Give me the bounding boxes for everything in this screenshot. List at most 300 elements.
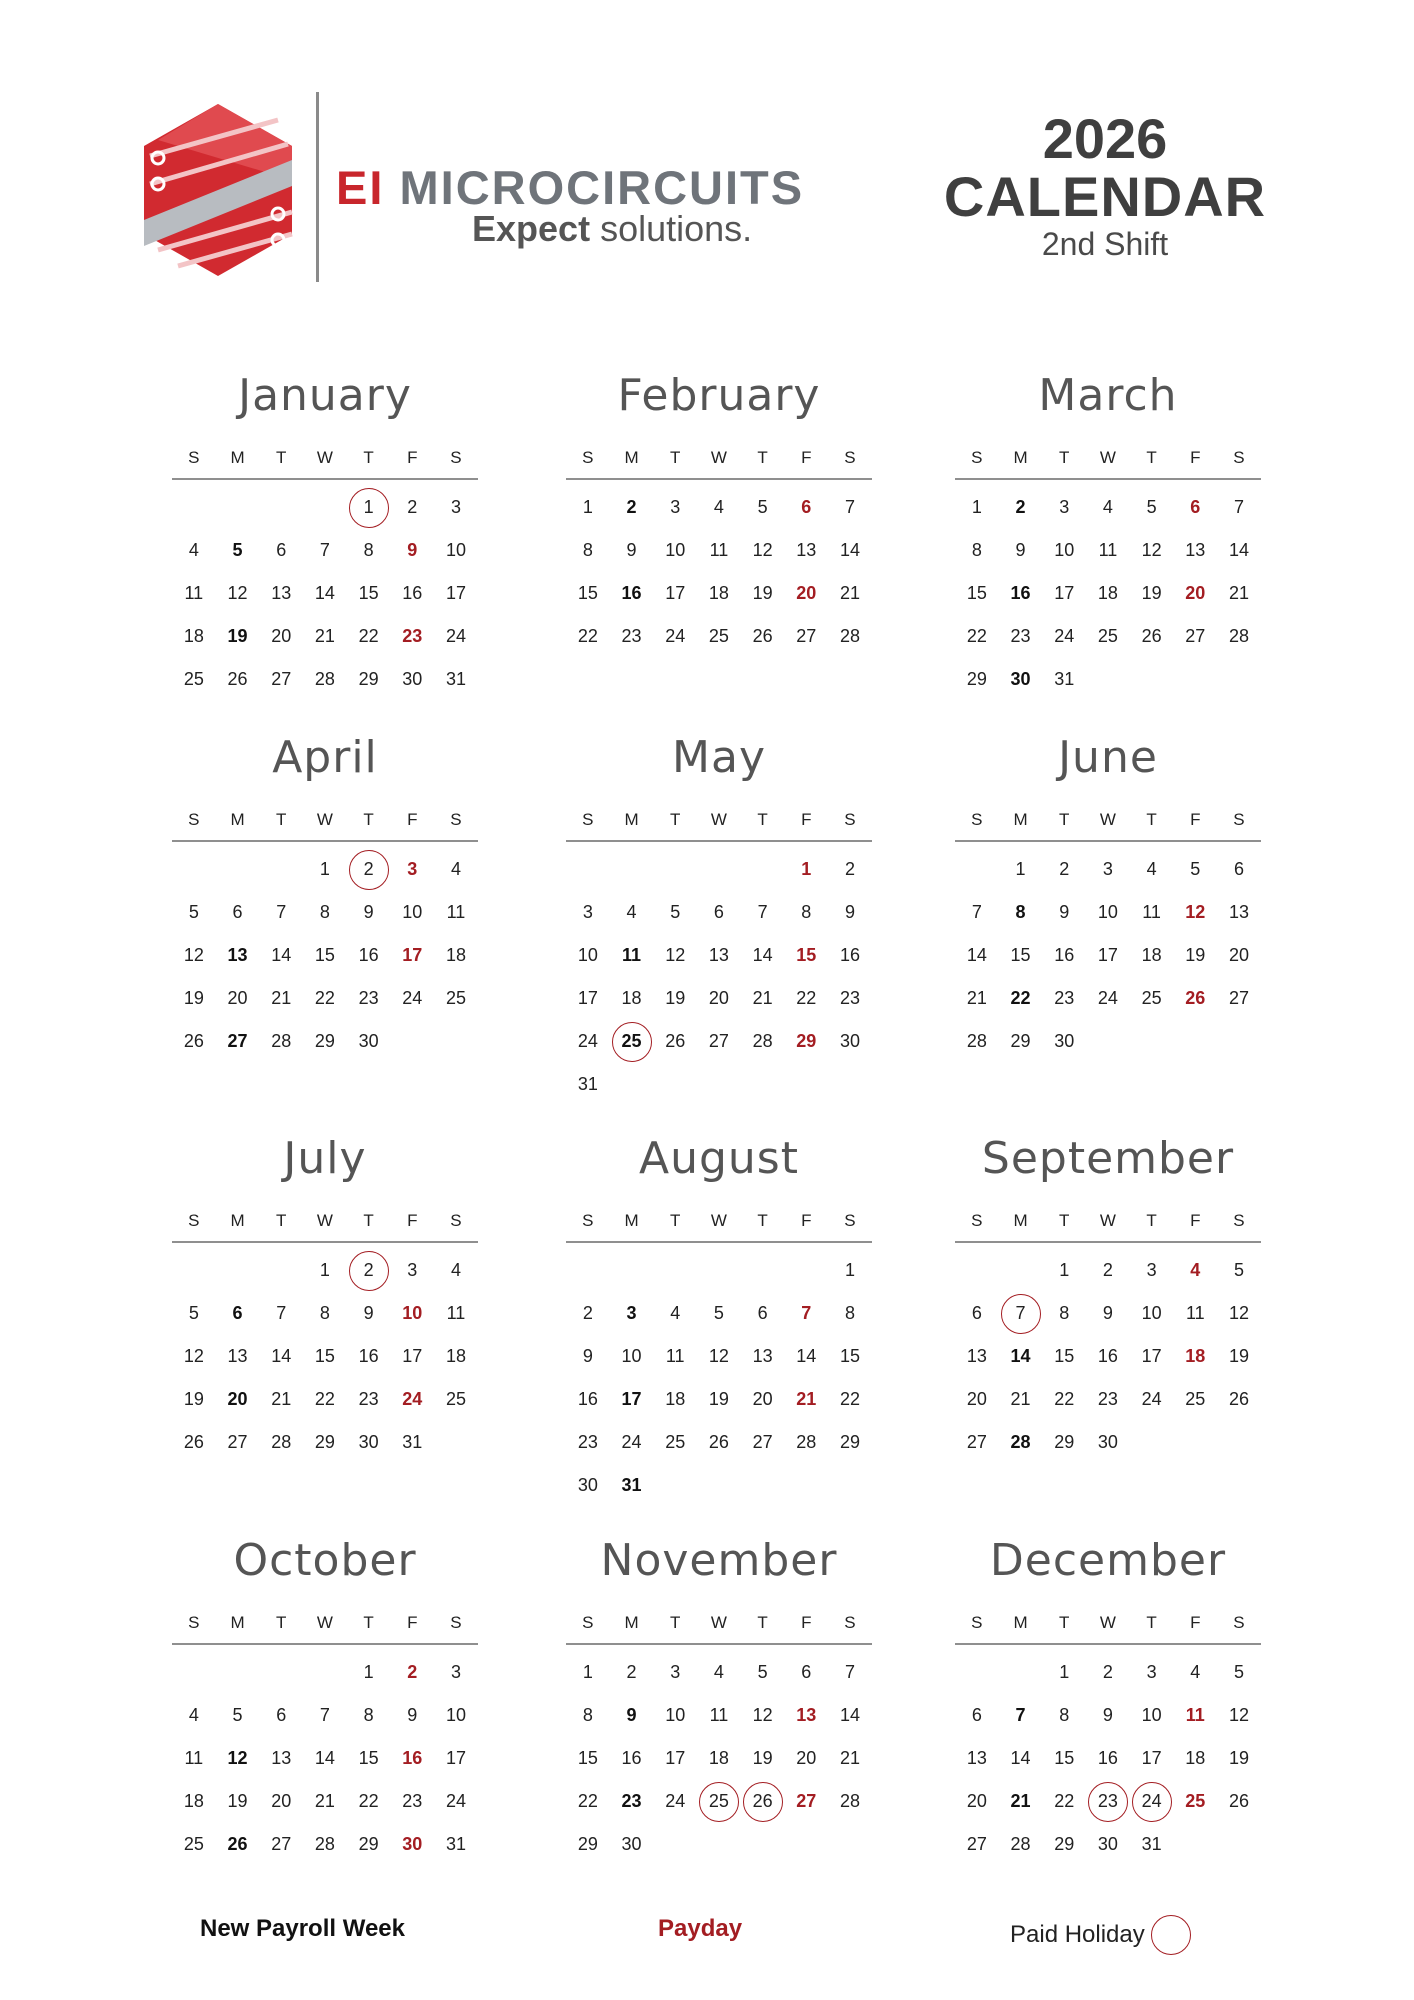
day-cell: 11: [184, 1748, 204, 1768]
week-row: [955, 1249, 1261, 1292]
day-cell: 30: [577, 1475, 598, 1495]
weekday-label: W: [710, 1211, 727, 1230]
day-cell: 18: [708, 1748, 729, 1768]
day-cell: 22: [1010, 988, 1031, 1008]
weekday-label: T: [1146, 1613, 1157, 1632]
day-cell: 4: [188, 1705, 199, 1725]
day-cell: 29: [314, 1031, 335, 1051]
day-grid: [955, 486, 1261, 701]
day-cell: 5: [713, 1303, 724, 1323]
day-cell: 16: [577, 1389, 598, 1409]
day-cell: 25: [1185, 1791, 1206, 1811]
day-grid: [566, 486, 872, 658]
weekday-label: S: [450, 448, 462, 467]
day-cell: 16: [1054, 945, 1075, 965]
day-cell: 30: [621, 1834, 642, 1854]
day-cell: 13: [796, 540, 817, 560]
day-cell: 26: [227, 669, 248, 689]
week-row: [955, 1421, 1261, 1464]
week-row: [172, 1694, 478, 1737]
day-cell: 13: [227, 1346, 248, 1366]
weekday-label: M: [1013, 448, 1028, 467]
day-cell: 9: [363, 902, 374, 922]
day-grid: [172, 1249, 478, 1464]
holiday-day-cell: 2: [347, 1249, 391, 1292]
weekday-label: W: [1099, 1211, 1116, 1230]
day-cell: 7: [971, 902, 982, 922]
day-cell: 19: [183, 1389, 204, 1409]
empty-day-cell: [172, 1651, 216, 1694]
weekday-label: M: [624, 448, 639, 467]
weekday-label: T: [363, 448, 374, 467]
day-cell: 22: [796, 988, 817, 1008]
day-cell: 10: [665, 1705, 686, 1725]
week-row: [172, 658, 478, 701]
weekday-header: [566, 810, 872, 830]
day-cell: 12: [183, 945, 204, 965]
weekday-label: T: [757, 810, 768, 829]
day-cell: 30: [1097, 1834, 1118, 1854]
week-row: [955, 615, 1261, 658]
day-cell: 28: [839, 1791, 860, 1811]
empty-day-cell: [216, 1249, 260, 1292]
day-cell: 30: [358, 1031, 379, 1051]
weekday-header: [172, 448, 478, 468]
day-cell: 14: [271, 1346, 292, 1366]
week-row: [566, 1020, 872, 1063]
month-march: [955, 370, 1261, 750]
day-cell: 21: [796, 1389, 817, 1409]
day-grid: [172, 848, 478, 1063]
day-cell: 15: [1054, 1748, 1075, 1768]
weekday-label: M: [230, 1613, 245, 1632]
weekday-label: F: [1190, 1211, 1201, 1230]
weekday-label: T: [276, 1211, 287, 1230]
day-cell: 23: [839, 988, 860, 1008]
day-cell: 27: [966, 1834, 987, 1854]
day-cell: 5: [757, 497, 768, 517]
day-cell: 3: [670, 1662, 681, 1682]
month-july: [172, 1133, 478, 1513]
day-cell: 18: [1141, 945, 1162, 965]
day-cell: 14: [752, 945, 773, 965]
day-cell: 23: [1097, 1389, 1118, 1409]
day-cell: 9: [1102, 1303, 1113, 1323]
weekday-label: M: [1013, 1211, 1028, 1230]
day-cell: 11: [184, 583, 204, 603]
month-august: [566, 1133, 872, 1513]
day-cell: 29: [1010, 1031, 1031, 1051]
month-name: March: [1038, 370, 1178, 421]
empty-day-cell: [216, 1651, 260, 1694]
calendar-year: 2026: [1042, 107, 1168, 170]
day-cell: 20: [271, 1791, 292, 1811]
day-cell: 4: [713, 1662, 724, 1682]
weekday-label: T: [1059, 810, 1070, 829]
day-cell: 30: [358, 1432, 379, 1452]
day-cell: 9: [407, 1705, 418, 1725]
day-cell: 24: [1141, 1389, 1162, 1409]
weekday-label: S: [844, 1613, 856, 1632]
day-cell: 8: [801, 902, 812, 922]
weekday-label: M: [624, 810, 639, 829]
day-cell: 30: [839, 1031, 860, 1051]
day-cell: 21: [839, 583, 860, 603]
day-grid: [955, 1249, 1261, 1464]
day-cell: 22: [314, 1389, 335, 1409]
weekday-label: S: [582, 810, 594, 829]
week-row: [172, 572, 478, 615]
weekday-label: T: [757, 1613, 768, 1632]
day-cell: 14: [1010, 1748, 1031, 1768]
holiday-day-cell: 25: [697, 1780, 741, 1823]
day-cell: 5: [188, 902, 199, 922]
weekday-label: S: [450, 1613, 462, 1632]
day-cell: 29: [358, 669, 379, 689]
company-logo-icon: [138, 100, 298, 280]
day-cell: 6: [276, 1705, 287, 1725]
day-cell: 26: [665, 1031, 686, 1051]
weekday-label: S: [450, 1211, 462, 1230]
day-cell: 26: [1185, 988, 1206, 1008]
day-cell: 1: [319, 1260, 330, 1280]
weekday-header: [955, 1613, 1261, 1633]
day-cell: 18: [183, 626, 204, 646]
day-cell: 9: [1059, 902, 1070, 922]
day-cell: 27: [708, 1031, 729, 1051]
weekday-label: T: [276, 1613, 287, 1632]
day-cell: 15: [358, 1748, 379, 1768]
weekday-label: S: [188, 448, 200, 467]
week-row: [955, 1020, 1261, 1063]
day-cell: 24: [402, 1389, 423, 1409]
day-cell: 8: [319, 902, 330, 922]
day-cell: 27: [227, 1432, 248, 1452]
week-row: [566, 1651, 872, 1694]
weekday-label: S: [1233, 448, 1245, 467]
weekday-label: W: [1099, 810, 1116, 829]
day-cell: 2: [1015, 497, 1026, 517]
day-cell: 2: [844, 859, 855, 879]
holiday-day-cell: 25: [610, 1020, 654, 1063]
month-january: [172, 370, 478, 750]
week-row: [955, 934, 1261, 977]
weekday-label: T: [363, 1613, 374, 1632]
day-cell: 24: [1097, 988, 1118, 1008]
day-cell: 17: [665, 1748, 686, 1768]
day-cell: 28: [839, 626, 860, 646]
weekday-label: T: [670, 1613, 681, 1632]
day-cell: 21: [1010, 1389, 1031, 1409]
day-cell: 25: [445, 988, 466, 1008]
day-cell: 16: [1097, 1346, 1118, 1366]
weekday-label: M: [230, 448, 245, 467]
weekday-label: S: [1233, 810, 1245, 829]
day-cell: 13: [966, 1346, 987, 1366]
day-cell: 22: [314, 988, 335, 1008]
day-cell: 18: [1185, 1748, 1206, 1768]
empty-day-cell: [216, 848, 260, 891]
day-cell: 9: [582, 1346, 593, 1366]
day-cell: 11: [446, 1303, 466, 1323]
day-cell: 26: [708, 1432, 729, 1452]
empty-day-cell: [741, 848, 785, 891]
week-row: [566, 1737, 872, 1780]
weekday-label: T: [1146, 448, 1157, 467]
weekday-label: S: [582, 1211, 594, 1230]
day-cell: 3: [407, 1260, 418, 1280]
day-cell: 14: [1010, 1346, 1031, 1366]
day-cell: 5: [1190, 859, 1201, 879]
weekday-label: W: [1099, 1613, 1116, 1632]
day-cell: 25: [183, 669, 204, 689]
day-cell: 10: [402, 1303, 423, 1323]
day-cell: 5: [757, 1662, 768, 1682]
day-cell: 25: [1097, 626, 1118, 646]
day-cell: 4: [713, 497, 724, 517]
day-cell: 10: [665, 540, 686, 560]
weekday-label: W: [316, 810, 333, 829]
week-row: [172, 891, 478, 934]
day-cell: 28: [966, 1031, 987, 1051]
week-row: [566, 1063, 872, 1106]
month-name: April: [272, 732, 378, 783]
week-row: [172, 1249, 478, 1292]
week-row: [172, 615, 478, 658]
day-cell: 11: [622, 945, 642, 965]
week-row: [955, 529, 1261, 572]
day-cell: 11: [446, 902, 466, 922]
day-cell: 17: [665, 583, 686, 603]
weekday-label: S: [1233, 1211, 1245, 1230]
day-cell: 19: [665, 988, 686, 1008]
legend-paid-holiday: [1010, 1915, 1191, 1955]
weekday-label: T: [1059, 1613, 1070, 1632]
day-cell: 18: [1185, 1346, 1206, 1366]
day-cell: 9: [844, 902, 855, 922]
company-name: [336, 160, 804, 215]
header-rule: [955, 478, 1261, 480]
weekday-label: T: [276, 448, 287, 467]
week-row: [566, 1464, 872, 1507]
weekday-label: S: [844, 810, 856, 829]
day-cell: 10: [445, 1705, 466, 1725]
day-cell: 12: [1141, 540, 1162, 560]
day-cell: 5: [670, 902, 681, 922]
day-cell: 17: [1097, 945, 1118, 965]
empty-day-cell: [610, 1249, 654, 1292]
title-block: [940, 107, 1270, 262]
weekday-label: S: [971, 1211, 983, 1230]
weekday-label: T: [670, 1211, 681, 1230]
day-cell: 16: [358, 1346, 379, 1366]
day-cell: 23: [577, 1432, 598, 1452]
empty-day-cell: [172, 848, 216, 891]
day-cell: 29: [577, 1834, 598, 1854]
day-cell: 2: [1059, 859, 1070, 879]
week-row: [955, 1823, 1261, 1866]
calendar-title: CALENDAR: [943, 165, 1267, 228]
day-cell: 19: [227, 626, 248, 646]
day-cell: 27: [752, 1432, 773, 1452]
day-grid: [566, 1651, 872, 1866]
day-cell: 9: [626, 540, 637, 560]
day-cell: 22: [577, 1791, 598, 1811]
day-cell: 4: [626, 902, 637, 922]
weekday-label: W: [316, 1613, 333, 1632]
day-cell: 2: [1102, 1662, 1113, 1682]
weekday-label: T: [1146, 810, 1157, 829]
day-cell: 30: [402, 1834, 423, 1854]
day-cell: 18: [1097, 583, 1118, 603]
week-row: [566, 486, 872, 529]
day-cell: 11: [1185, 1303, 1205, 1323]
week-row: [955, 1780, 1261, 1823]
day-cell: 19: [183, 988, 204, 1008]
day-cell: 5: [1233, 1260, 1244, 1280]
day-cell: 19: [752, 583, 773, 603]
day-cell: 5: [1233, 1662, 1244, 1682]
day-cell: 14: [314, 583, 335, 603]
day-cell: 20: [752, 1389, 773, 1409]
holiday-circle-icon: [1151, 1915, 1191, 1955]
week-row: [955, 486, 1261, 529]
weekday-label: T: [363, 810, 374, 829]
day-cell: 23: [1054, 988, 1075, 1008]
week-row: [172, 934, 478, 977]
day-cell: 13: [271, 1748, 292, 1768]
weekday-label: F: [801, 1613, 812, 1632]
holiday-day-cell: 23: [1086, 1780, 1130, 1823]
header-rule: [566, 1241, 872, 1243]
month-name: December: [989, 1535, 1227, 1586]
day-grid: [955, 1651, 1261, 1866]
day-cell: 29: [796, 1031, 817, 1051]
day-cell: 11: [709, 1705, 729, 1725]
day-grid: [172, 1651, 478, 1866]
day-cell: 11: [709, 540, 729, 560]
empty-day-cell: [697, 1249, 741, 1292]
header-rule: [172, 1643, 478, 1645]
day-cell: 5: [232, 540, 243, 560]
day-cell: 20: [1185, 583, 1206, 603]
day-cell: 6: [757, 1303, 768, 1323]
week-row: [172, 1651, 478, 1694]
day-cell: 6: [1233, 859, 1244, 879]
week-row: [566, 615, 872, 658]
week-row: [955, 572, 1261, 615]
empty-day-cell: [610, 848, 654, 891]
company-name-rest: MICROCIRCUITS: [399, 161, 805, 214]
weekday-label: F: [407, 448, 418, 467]
weekday-label: T: [670, 810, 681, 829]
day-cell: 21: [839, 1748, 860, 1768]
day-cell: 29: [839, 1432, 860, 1452]
day-cell: 28: [1010, 1834, 1031, 1854]
day-cell: 3: [407, 859, 418, 879]
weekday-label: F: [801, 448, 812, 467]
month-june: [955, 732, 1261, 1112]
day-cell: 7: [319, 540, 330, 560]
day-cell: 24: [621, 1432, 642, 1452]
day-cell: 17: [402, 1346, 423, 1366]
day-cell: 23: [402, 626, 423, 646]
day-cell: 18: [445, 1346, 466, 1366]
weekday-label: M: [230, 1211, 245, 1230]
day-cell: 7: [801, 1303, 812, 1323]
weekday-label: M: [1013, 810, 1028, 829]
day-cell: 29: [358, 1834, 379, 1854]
empty-day-cell: [566, 848, 610, 891]
empty-day-cell: [303, 1651, 347, 1694]
day-cell: 15: [1054, 1346, 1075, 1366]
day-cell: 3: [450, 497, 461, 517]
day-cell: 3: [1146, 1662, 1157, 1682]
day-cell: 10: [402, 902, 423, 922]
day-cell: 6: [801, 1662, 812, 1682]
day-cell: 30: [1054, 1031, 1075, 1051]
week-row: [172, 1780, 478, 1823]
legend-payday: Payday: [658, 1915, 743, 1942]
day-cell: 1: [582, 1662, 593, 1682]
calendar-subtitle: 2nd Shift: [1041, 226, 1169, 262]
empty-day-cell: [216, 486, 260, 529]
day-cell: 28: [1228, 626, 1249, 646]
week-row: [955, 658, 1261, 701]
day-cell: 2: [626, 497, 637, 517]
week-row: [955, 1694, 1261, 1737]
day-cell: 16: [1010, 583, 1031, 603]
day-grid: [566, 848, 872, 1106]
day-cell: 8: [319, 1303, 330, 1323]
empty-day-cell: [653, 1249, 697, 1292]
day-cell: 15: [314, 1346, 335, 1366]
day-cell: 4: [1146, 859, 1157, 879]
day-cell: 22: [1054, 1791, 1075, 1811]
day-cell: 26: [752, 626, 773, 646]
day-cell: 15: [358, 583, 379, 603]
day-grid: [955, 848, 1261, 1063]
day-cell: 12: [752, 540, 773, 560]
day-cell: 19: [708, 1389, 729, 1409]
legend-paid-holiday-label: Paid Holiday: [1010, 1921, 1145, 1948]
day-cell: 4: [1102, 497, 1113, 517]
day-cell: 9: [407, 540, 418, 560]
day-cell: 28: [271, 1031, 292, 1051]
day-cell: 14: [271, 945, 292, 965]
day-cell: 20: [966, 1389, 987, 1409]
day-cell: 7: [276, 902, 287, 922]
week-row: [566, 1780, 872, 1823]
day-cell: 24: [665, 626, 686, 646]
week-row: [566, 934, 872, 977]
weekday-label: W: [710, 448, 727, 467]
weekday-label: T: [670, 448, 681, 467]
weekday-label: T: [363, 1211, 374, 1230]
day-cell: 20: [796, 1748, 817, 1768]
day-cell: 12: [1185, 902, 1206, 922]
day-cell: 29: [1054, 1432, 1075, 1452]
day-cell: 12: [752, 1705, 773, 1725]
day-cell: 27: [796, 626, 817, 646]
holiday-day-cell: 26: [741, 1780, 785, 1823]
day-cell: 19: [1141, 583, 1162, 603]
empty-day-cell: [259, 848, 303, 891]
day-cell: 17: [1141, 1346, 1162, 1366]
day-cell: 24: [445, 1791, 466, 1811]
day-cell: 1: [582, 497, 593, 517]
header-rule: [566, 1643, 872, 1645]
